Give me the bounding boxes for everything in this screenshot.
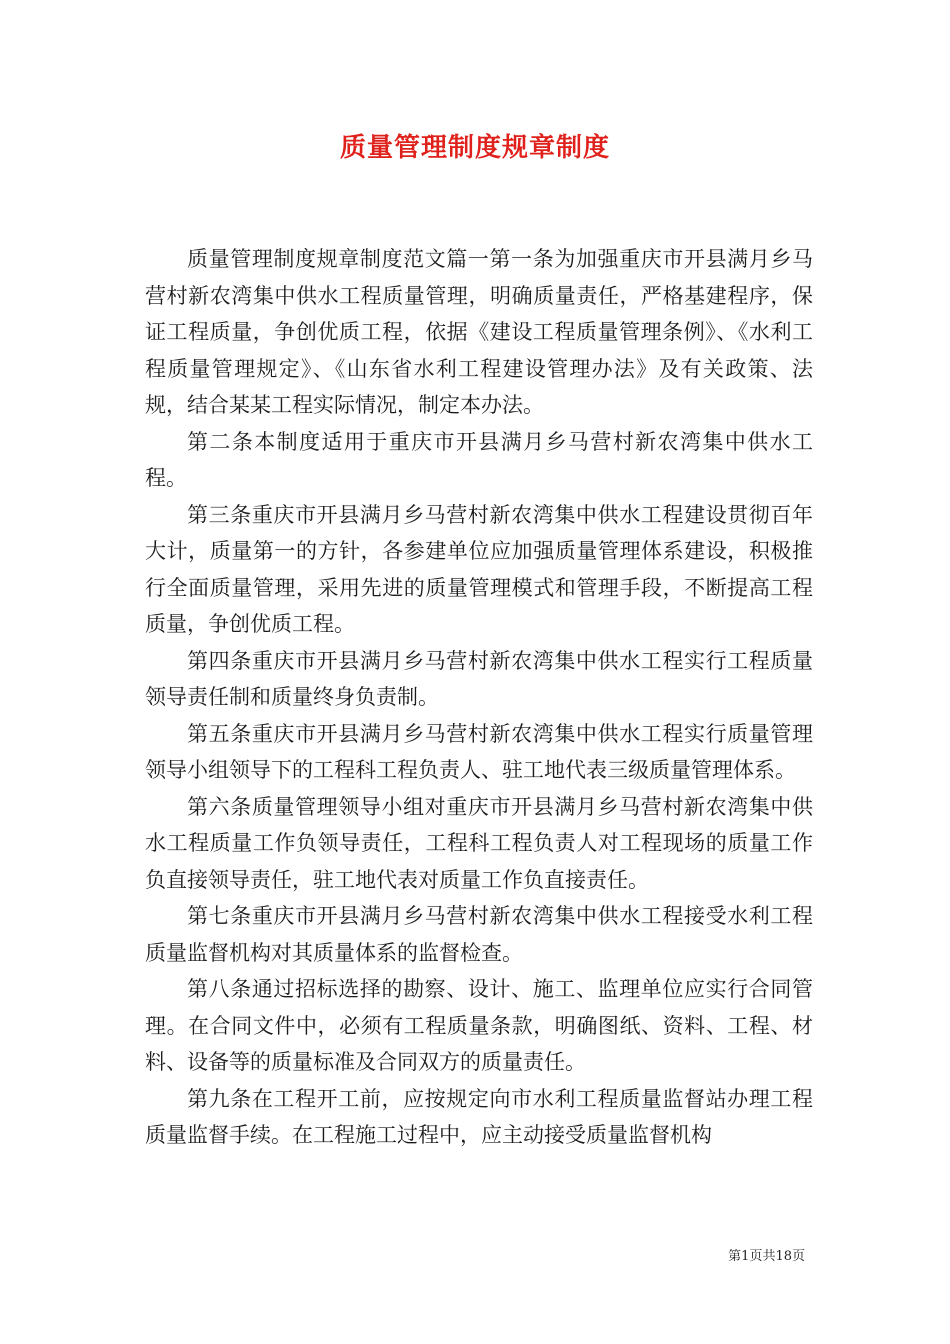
- paragraph: 第七条重庆市开县满月乡马营村新农湾集中供水工程接受水利工程质量监督机构对其质量体系的监督检查。: [145, 904, 813, 965]
- paragraph: 第九条在工程开工前，应按规定向市水利工程质量监督站办理工程质量监督手续。在工程施工过程中，应主动接受质量监督机构: [145, 1086, 813, 1147]
- document-body: [145, 241, 813, 1154]
- paragraph: 第六条质量管理领导小组对重庆市开县满月乡马营村新农湾集中供水工程质量工作负领导责任，工程科工程负责人对工程现场的质量工作负直接领导责任，驻工地代表对质量工作负直接责任。: [145, 794, 813, 892]
- paragraph: 质量管理制度规章制度范文篇一第一条为加强重庆市开县满月乡马营村新农湾集中供水工程质量管理，明确质量责任，严格基建程序，保证工程质量，争创优质工程，依据《建设工程质量管理条例》、《水利工程质量管理规定》、《山东省水利工程建设管理办法》及有关政策、法规，结合某某工程实际情况，制定本办法。: [145, 247, 813, 417]
- paragraph: 第八条通过招标选择的勘察、设计、施工、监理单位应实行合同管理。在合同文件中，必须有工程质量条款，明确图纸、资料、工程、材料、设备等的质量标准及合同双方的质量责任。: [145, 977, 813, 1074]
- paragraph: 第五条重庆市开县满月乡马营村新农湾集中供水工程实行质量管理领导小组领导下的工程科工程负责人、驻工地代表三级质量管理体系。: [145, 721, 813, 782]
- paragraph: 第三条重庆市开县满月乡马营村新农湾集中供水工程建设贯彻百年大计，质量第一的方针，各参建单位应加强质量管理体系建设，积极推行全面质量管理，采用先进的质量管理模式和管理手段，不断提高工程质量，争创优质工程。: [145, 502, 813, 636]
- paragraph: 第二条本制度适用于重庆市开县满月乡马营村新农湾集中供水工程。: [145, 429, 813, 490]
- paragraph: 第四条重庆市开县满月乡马营村新农湾集中供水工程实行工程质量领导责任制和质量终身负责制。: [145, 648, 813, 709]
- document-title: 质量管理制度规章制度: [339, 133, 610, 163]
- page-number-footer: 第1页共18页: [728, 1249, 805, 1264]
